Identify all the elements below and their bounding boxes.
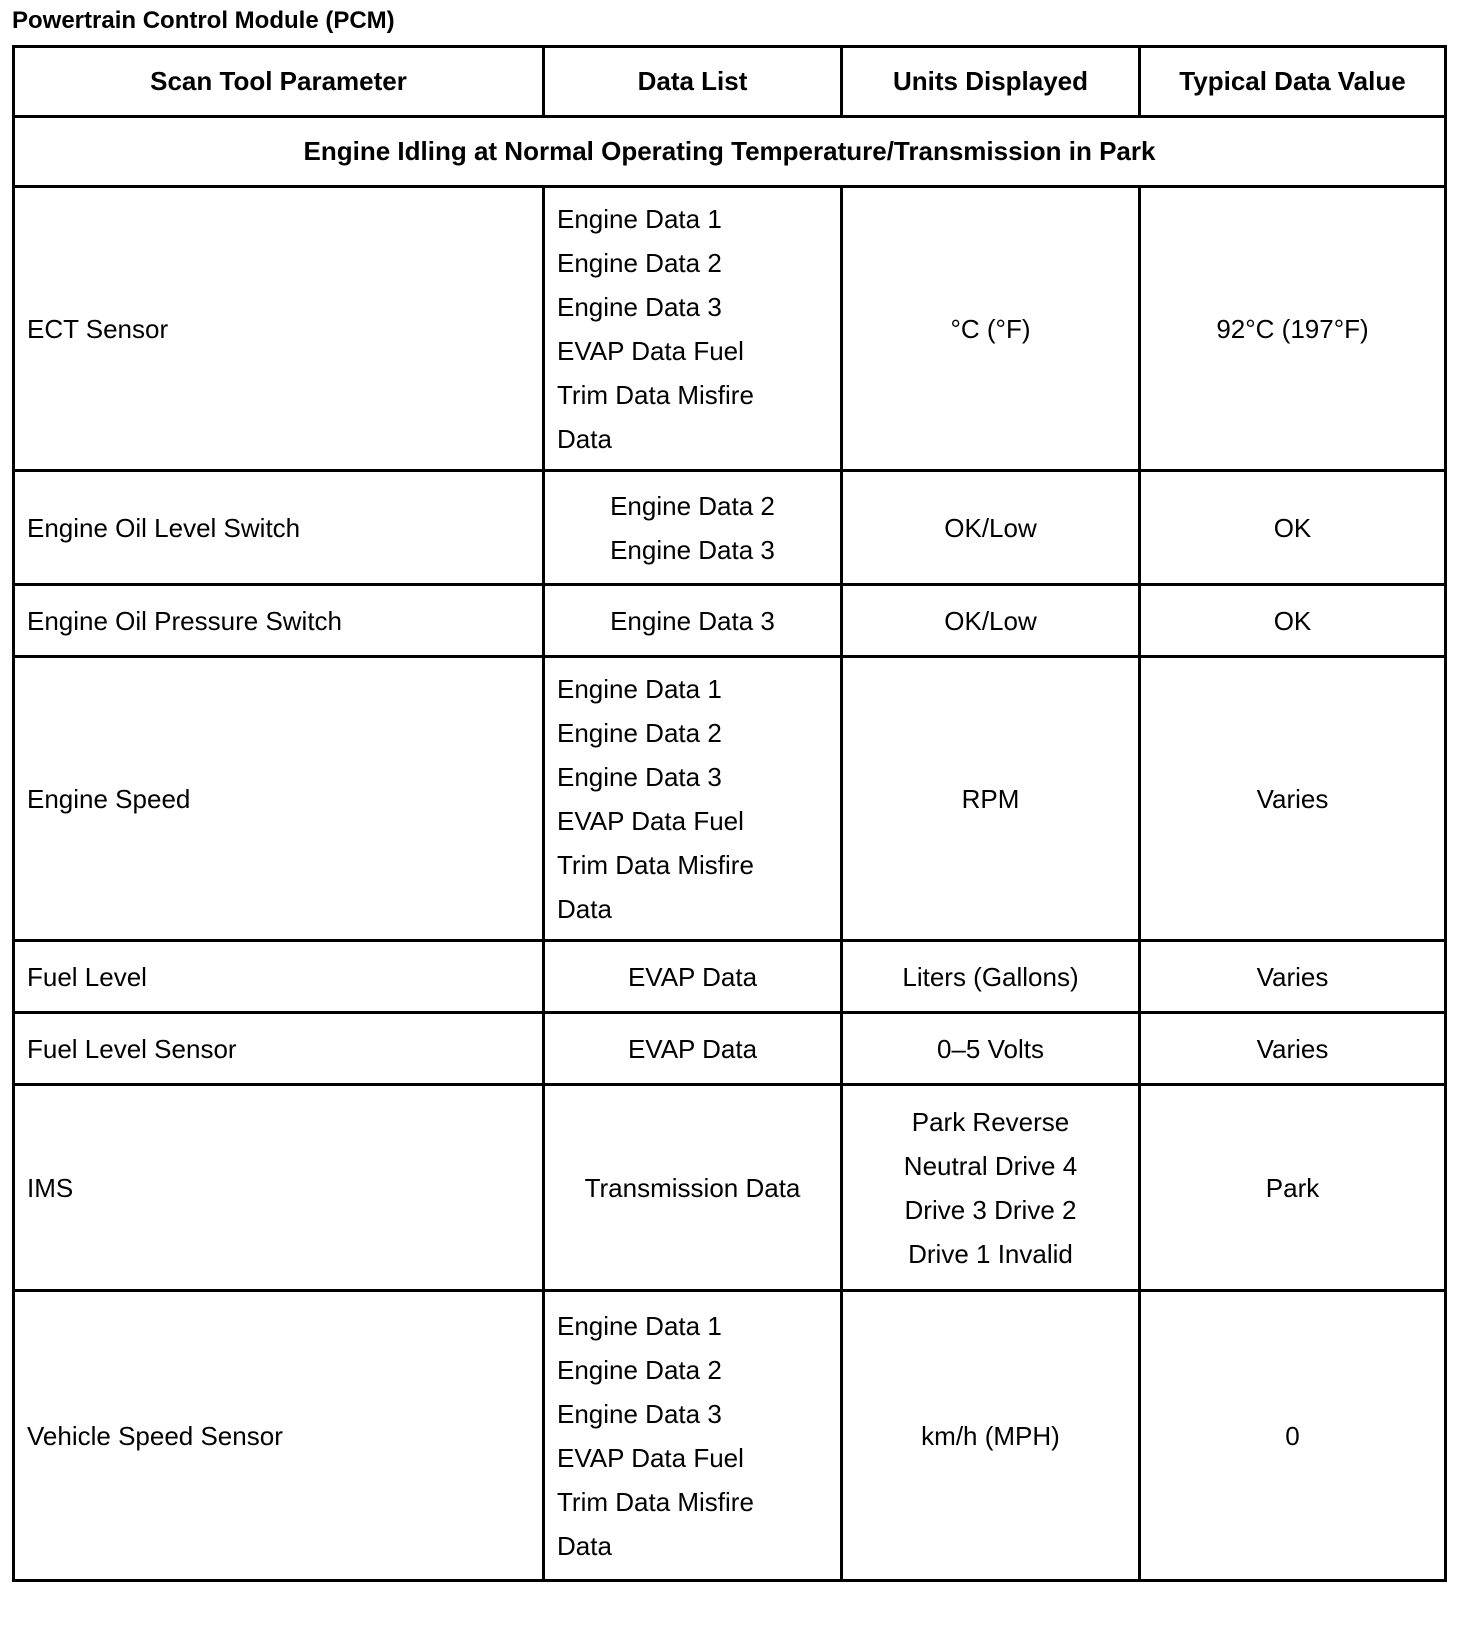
units-line: Drive 3 Drive 2: [904, 1194, 1077, 1225]
data-list-line: Trim Data Misfire: [557, 1486, 754, 1517]
units-line: Drive 1 Invalid: [908, 1238, 1073, 1269]
row-parameter: Fuel Level Sensor: [14, 1013, 544, 1085]
row-typical-value: Varies: [1140, 941, 1446, 1013]
data-list-line: Trim Data Misfire: [557, 849, 754, 880]
data-list-line: Trim Data Misfire: [557, 379, 754, 410]
data-list-line: Engine Data 3: [557, 291, 722, 322]
data-list-line: Data: [557, 423, 612, 454]
header-scan-tool-parameter: Scan Tool Parameter: [14, 47, 544, 117]
table-row: [14, 1085, 1446, 1291]
row-data-list: [544, 471, 842, 585]
row-data-list: [544, 941, 842, 1013]
row-units: Liters (Gallons): [842, 941, 1140, 1013]
row-typical-value: 92°C (197°F): [1140, 187, 1446, 471]
row-units: km/h (MPH): [842, 1291, 1140, 1581]
table-row: [14, 1013, 1446, 1085]
data-list-line: Engine Data 1: [557, 203, 722, 234]
row-units: 0–5 Volts: [842, 1013, 1140, 1085]
row-parameter: Engine Oil Pressure Switch: [14, 585, 544, 657]
row-parameter: Engine Oil Level Switch: [14, 471, 544, 585]
row-typical-value: Park: [1140, 1085, 1446, 1291]
row-typical-value: Varies: [1140, 1013, 1446, 1085]
data-list-line: Transmission Data: [584, 1172, 801, 1203]
scan-tool-data-table: [12, 45, 1447, 1582]
row-units: [842, 1085, 1140, 1291]
data-list-line: Engine Data 2: [557, 1354, 722, 1385]
table-header-row: [14, 47, 1446, 117]
table-row: [14, 1291, 1446, 1581]
row-parameter: ECT Sensor: [14, 187, 544, 471]
data-list-line: Engine Data 1: [557, 1310, 722, 1341]
data-list-line: Engine Data 2: [557, 717, 722, 748]
data-list-line: EVAP Data Fuel: [557, 805, 744, 836]
section-heading-row: [14, 117, 1446, 187]
table-row: [14, 657, 1446, 941]
data-list-line: EVAP Data: [627, 1033, 758, 1064]
data-list-line: EVAP Data Fuel: [557, 335, 744, 366]
row-typical-value: Varies: [1140, 657, 1446, 941]
table-row: [14, 187, 1446, 471]
row-parameter: Vehicle Speed Sensor: [14, 1291, 544, 1581]
row-parameter: Fuel Level: [14, 941, 544, 1013]
row-parameter: IMS: [14, 1085, 544, 1291]
table-row: [14, 471, 1446, 585]
table-row: [14, 941, 1446, 1013]
document-title: Powertrain Control Module (PCM): [12, 7, 395, 34]
data-list-line: EVAP Data: [627, 961, 758, 992]
data-list-line: Data: [557, 1530, 612, 1561]
row-data-list: [544, 187, 842, 471]
row-data-list: [544, 1291, 842, 1581]
data-list-line: Engine Data 2: [610, 490, 775, 521]
row-units: OK/Low: [842, 585, 1140, 657]
row-typical-value: OK: [1140, 471, 1446, 585]
units-line: Park Reverse: [911, 1106, 1070, 1137]
row-data-list: [544, 657, 842, 941]
row-parameter: Engine Speed: [14, 657, 544, 941]
units-line: Neutral Drive 4: [903, 1150, 1078, 1181]
data-list-line: Engine Data 3: [610, 534, 775, 565]
data-list-line: Engine Data 3: [557, 761, 722, 792]
data-list-line: Engine Data 1: [557, 673, 722, 704]
data-list-line: Data: [557, 893, 612, 924]
row-units: °C (°F): [842, 187, 1140, 471]
data-list-line: EVAP Data Fuel: [557, 1442, 744, 1473]
data-list-line: Engine Data 3: [610, 605, 775, 636]
row-data-list: [544, 1085, 842, 1291]
header-units-displayed: Units Displayed: [842, 47, 1140, 117]
row-typical-value: OK: [1140, 585, 1446, 657]
section-heading: Engine Idling at Normal Operating Temperature/Transmission in Park: [14, 117, 1446, 187]
row-typical-value: 0: [1140, 1291, 1446, 1581]
header-typical-data-value: Typical Data Value: [1140, 47, 1446, 117]
header-data-list: Data List: [544, 47, 842, 117]
table-row: [14, 585, 1446, 657]
data-list-line: Engine Data 3: [557, 1398, 722, 1429]
row-units: RPM: [842, 657, 1140, 941]
data-list-line: Engine Data 2: [557, 247, 722, 278]
row-data-list: [544, 585, 842, 657]
row-data-list: [544, 1013, 842, 1085]
row-units: OK/Low: [842, 471, 1140, 585]
